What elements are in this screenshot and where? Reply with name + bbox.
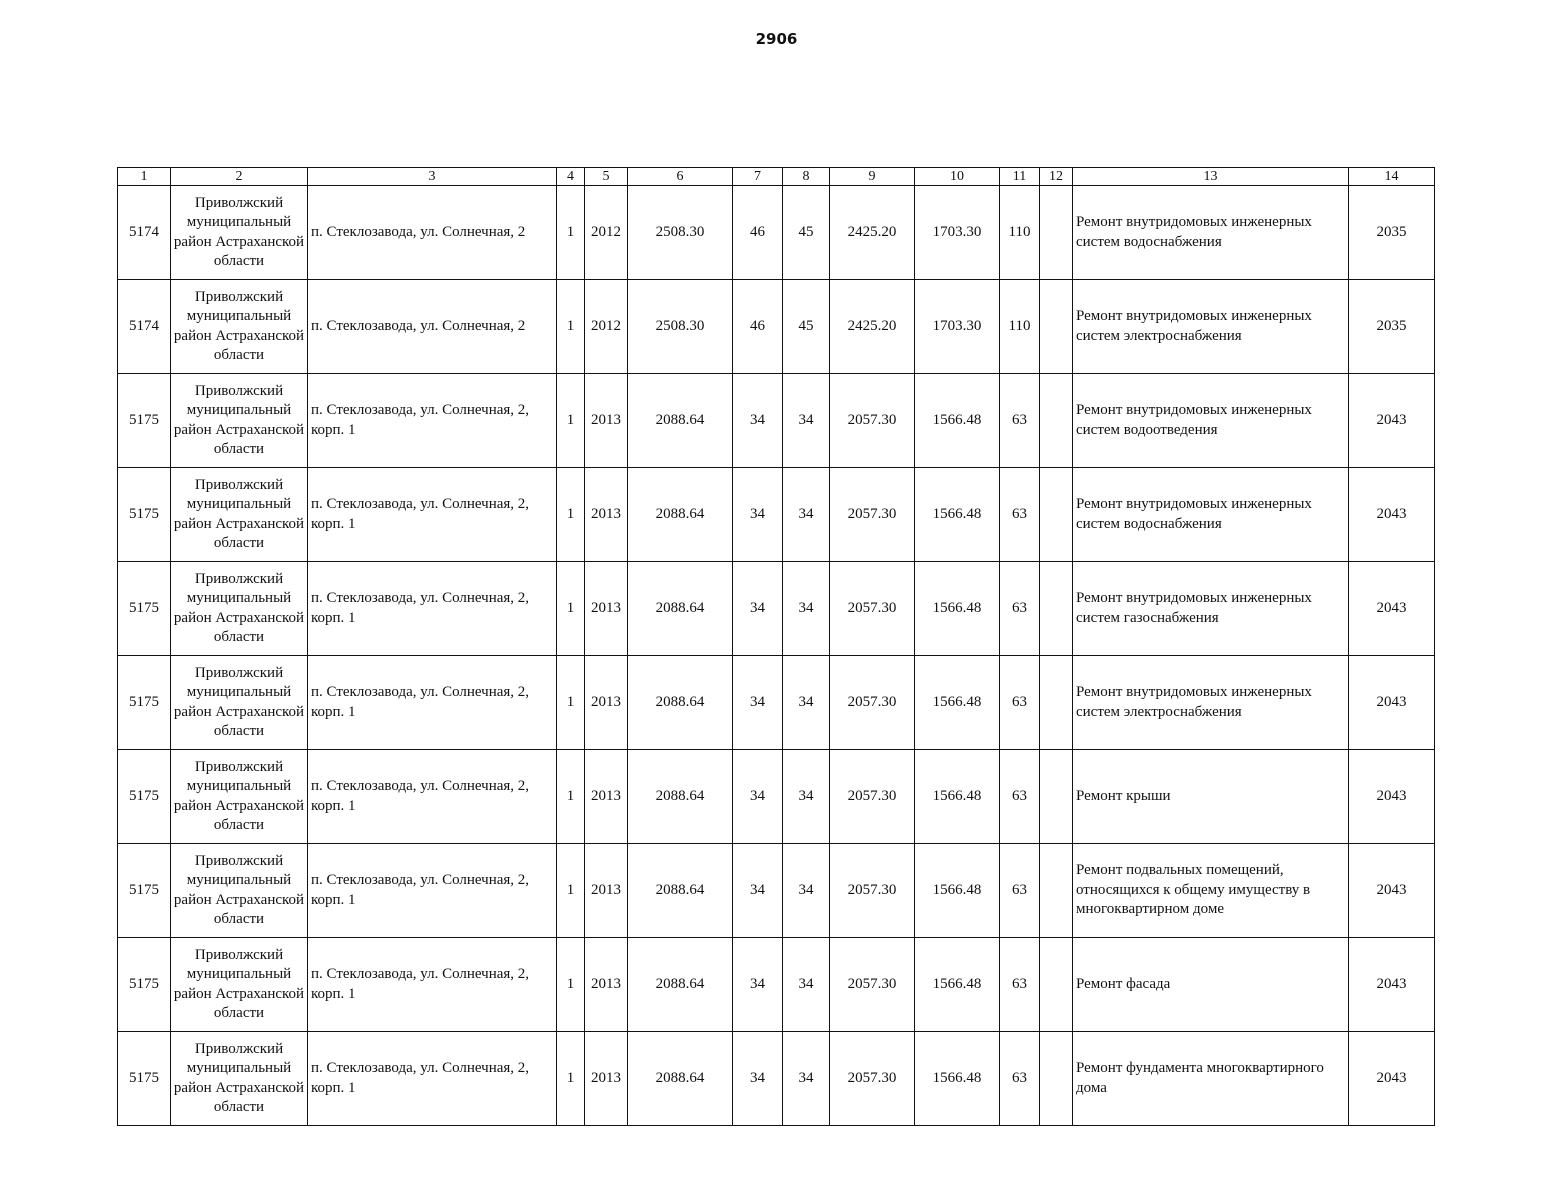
col7-cell: 46 [733, 186, 783, 280]
col7-cell: 34 [733, 1032, 783, 1126]
col10-cell: 1703.30 [915, 186, 1000, 280]
col8-cell: 34 [783, 844, 830, 938]
total-area-cell: 2088.64 [628, 656, 733, 750]
column-number-12: 12 [1040, 168, 1073, 186]
col10-cell: 1566.48 [915, 468, 1000, 562]
table-row [118, 656, 1435, 750]
table-row [118, 186, 1435, 280]
total-area-cell: 2088.64 [628, 1032, 733, 1126]
table-row [118, 1032, 1435, 1126]
district-cell: Приволжский муниципальный район Астраханской области [171, 280, 308, 374]
district-cell: Приволжский муниципальный район Астраханской области [171, 562, 308, 656]
work-type-cell: Ремонт внутридомовых инженерных систем водоснабжения [1073, 468, 1349, 562]
col9-cell: 2057.30 [830, 938, 915, 1032]
col11-cell: 63 [1000, 656, 1040, 750]
district-cell: Приволжский муниципальный район Астраханской области [171, 374, 308, 468]
record-number-cell: 5175 [118, 656, 171, 750]
col10-cell: 1566.48 [915, 562, 1000, 656]
record-number-cell: 5175 [118, 1032, 171, 1126]
year-cell: 2013 [585, 468, 628, 562]
district-cell: Приволжский муниципальный район Астраханской области [171, 750, 308, 844]
work-type-cell: Ремонт внутридомовых инженерных систем газоснабжения [1073, 562, 1349, 656]
column-number-6: 6 [628, 168, 733, 186]
year-cell: 2013 [585, 374, 628, 468]
address-cell: п. Стеклозавода, ул. Солнечная, 2, корп. 1 [308, 938, 557, 1032]
capital-repair-table [117, 167, 1435, 1126]
record-number-cell: 5175 [118, 562, 171, 656]
planned-year-cell: 2043 [1349, 844, 1435, 938]
col9-cell: 2057.30 [830, 656, 915, 750]
table-row [118, 280, 1435, 374]
column-number-4: 4 [557, 168, 585, 186]
record-number-cell: 5175 [118, 468, 171, 562]
col12-cell [1040, 656, 1073, 750]
col11-cell: 63 [1000, 1032, 1040, 1126]
year-cell: 2013 [585, 562, 628, 656]
total-area-cell: 2088.64 [628, 844, 733, 938]
record-number-cell: 5174 [118, 186, 171, 280]
address-cell: п. Стеклозавода, ул. Солнечная, 2, корп. 1 [308, 468, 557, 562]
work-type-cell: Ремонт внутридомовых инженерных систем водоснабжения [1073, 186, 1349, 280]
planned-year-cell: 2043 [1349, 750, 1435, 844]
work-type-cell: Ремонт крыши [1073, 750, 1349, 844]
work-type-cell: Ремонт внутридомовых инженерных систем электроснабжения [1073, 280, 1349, 374]
total-area-cell: 2088.64 [628, 938, 733, 1032]
col8-cell: 34 [783, 938, 830, 1032]
work-type-cell: Ремонт подвальных помещений, относящихся к общему имуществу в многоквартирном доме [1073, 844, 1349, 938]
year-cell: 2013 [585, 1032, 628, 1126]
col7-cell: 34 [733, 844, 783, 938]
col9-cell: 2057.30 [830, 1032, 915, 1126]
col11-cell: 110 [1000, 186, 1040, 280]
col8-cell: 45 [783, 280, 830, 374]
total-area-cell: 2508.30 [628, 280, 733, 374]
table-row [118, 562, 1435, 656]
total-area-cell: 2508.30 [628, 186, 733, 280]
col7-cell: 46 [733, 280, 783, 374]
col4-cell: 1 [557, 186, 585, 280]
col10-cell: 1566.48 [915, 656, 1000, 750]
col12-cell [1040, 750, 1073, 844]
col9-cell: 2057.30 [830, 468, 915, 562]
work-type-cell: Ремонт фундамента многоквартирного дома [1073, 1032, 1349, 1126]
col11-cell: 63 [1000, 468, 1040, 562]
work-type-cell: Ремонт фасада [1073, 938, 1349, 1032]
district-cell: Приволжский муниципальный район Астраханской области [171, 938, 308, 1032]
col8-cell: 34 [783, 468, 830, 562]
page-number: 2906 [755, 30, 798, 48]
col11-cell: 63 [1000, 844, 1040, 938]
col7-cell: 34 [733, 468, 783, 562]
record-number-cell: 5175 [118, 750, 171, 844]
total-area-cell: 2088.64 [628, 562, 733, 656]
col4-cell: 1 [557, 656, 585, 750]
planned-year-cell: 2035 [1349, 186, 1435, 280]
planned-year-cell: 2043 [1349, 656, 1435, 750]
planned-year-cell: 2043 [1349, 1032, 1435, 1126]
col12-cell [1040, 562, 1073, 656]
district-cell: Приволжский муниципальный район Астраханской области [171, 186, 308, 280]
col12-cell [1040, 844, 1073, 938]
address-cell: п. Стеклозавода, ул. Солнечная, 2, корп. 1 [308, 750, 557, 844]
address-cell: п. Стеклозавода, ул. Солнечная, 2, корп. 1 [308, 1032, 557, 1126]
col10-cell: 1566.48 [915, 750, 1000, 844]
col7-cell: 34 [733, 750, 783, 844]
column-number-5: 5 [585, 168, 628, 186]
planned-year-cell: 2035 [1349, 280, 1435, 374]
col11-cell: 63 [1000, 750, 1040, 844]
col8-cell: 34 [783, 750, 830, 844]
col8-cell: 34 [783, 1032, 830, 1126]
col8-cell: 34 [783, 374, 830, 468]
column-number-13: 13 [1073, 168, 1349, 186]
work-type-cell: Ремонт внутридомовых инженерных систем водоотведения [1073, 374, 1349, 468]
address-cell: п. Стеклозавода, ул. Солнечная, 2, корп. 1 [308, 562, 557, 656]
address-cell: п. Стеклозавода, ул. Солнечная, 2, корп. 1 [308, 844, 557, 938]
planned-year-cell: 2043 [1349, 374, 1435, 468]
col7-cell: 34 [733, 374, 783, 468]
record-number-cell: 5174 [118, 280, 171, 374]
record-number-cell: 5175 [118, 844, 171, 938]
column-number-10: 10 [915, 168, 1000, 186]
col10-cell: 1703.30 [915, 280, 1000, 374]
year-cell: 2013 [585, 750, 628, 844]
col12-cell [1040, 186, 1073, 280]
address-cell: п. Стеклозавода, ул. Солнечная, 2, корп. 1 [308, 374, 557, 468]
column-number-8: 8 [783, 168, 830, 186]
col4-cell: 1 [557, 468, 585, 562]
col9-cell: 2425.20 [830, 186, 915, 280]
col7-cell: 34 [733, 938, 783, 1032]
column-number-9: 9 [830, 168, 915, 186]
year-cell: 2012 [585, 186, 628, 280]
planned-year-cell: 2043 [1349, 468, 1435, 562]
district-cell: Приволжский муниципальный район Астраханской области [171, 844, 308, 938]
col8-cell: 45 [783, 186, 830, 280]
total-area-cell: 2088.64 [628, 374, 733, 468]
col4-cell: 1 [557, 374, 585, 468]
table-row [118, 844, 1435, 938]
total-area-cell: 2088.64 [628, 468, 733, 562]
col10-cell: 1566.48 [915, 374, 1000, 468]
col9-cell: 2057.30 [830, 750, 915, 844]
table-row [118, 938, 1435, 1032]
year-cell: 2013 [585, 844, 628, 938]
col12-cell [1040, 938, 1073, 1032]
work-type-cell: Ремонт внутридомовых инженерных систем электроснабжения [1073, 656, 1349, 750]
col10-cell: 1566.48 [915, 1032, 1000, 1126]
col12-cell [1040, 374, 1073, 468]
col12-cell [1040, 468, 1073, 562]
record-number-cell: 5175 [118, 938, 171, 1032]
col12-cell [1040, 280, 1073, 374]
planned-year-cell: 2043 [1349, 562, 1435, 656]
col9-cell: 2057.30 [830, 844, 915, 938]
column-number-row [118, 168, 1435, 186]
col8-cell: 34 [783, 656, 830, 750]
col10-cell: 1566.48 [915, 844, 1000, 938]
col11-cell: 63 [1000, 374, 1040, 468]
col10-cell: 1566.48 [915, 938, 1000, 1032]
column-number-1: 1 [118, 168, 171, 186]
col4-cell: 1 [557, 750, 585, 844]
col8-cell: 34 [783, 562, 830, 656]
col9-cell: 2057.30 [830, 562, 915, 656]
col4-cell: 1 [557, 280, 585, 374]
table-row [118, 468, 1435, 562]
year-cell: 2013 [585, 656, 628, 750]
address-cell: п. Стеклозавода, ул. Солнечная, 2 [308, 186, 557, 280]
col7-cell: 34 [733, 656, 783, 750]
district-cell: Приволжский муниципальный район Астраханской области [171, 1032, 308, 1126]
planned-year-cell: 2043 [1349, 938, 1435, 1032]
address-cell: п. Стеклозавода, ул. Солнечная, 2, корп. 1 [308, 656, 557, 750]
col4-cell: 1 [557, 844, 585, 938]
district-cell: Приволжский муниципальный район Астраханской области [171, 468, 308, 562]
record-number-cell: 5175 [118, 374, 171, 468]
col12-cell [1040, 1032, 1073, 1126]
table-body [118, 186, 1435, 1126]
col4-cell: 1 [557, 562, 585, 656]
col11-cell: 63 [1000, 562, 1040, 656]
year-cell: 2013 [585, 938, 628, 1032]
table-row [118, 750, 1435, 844]
col4-cell: 1 [557, 1032, 585, 1126]
column-number-14: 14 [1349, 168, 1435, 186]
year-cell: 2012 [585, 280, 628, 374]
total-area-cell: 2088.64 [628, 750, 733, 844]
column-number-2: 2 [171, 168, 308, 186]
col7-cell: 34 [733, 562, 783, 656]
district-cell: Приволжский муниципальный район Астраханской области [171, 656, 308, 750]
address-cell: п. Стеклозавода, ул. Солнечная, 2 [308, 280, 557, 374]
column-number-11: 11 [1000, 168, 1040, 186]
table-row [118, 374, 1435, 468]
col9-cell: 2425.20 [830, 280, 915, 374]
column-number-3: 3 [308, 168, 557, 186]
col11-cell: 63 [1000, 938, 1040, 1032]
col9-cell: 2057.30 [830, 374, 915, 468]
column-number-7: 7 [733, 168, 783, 186]
col4-cell: 1 [557, 938, 585, 1032]
col11-cell: 110 [1000, 280, 1040, 374]
